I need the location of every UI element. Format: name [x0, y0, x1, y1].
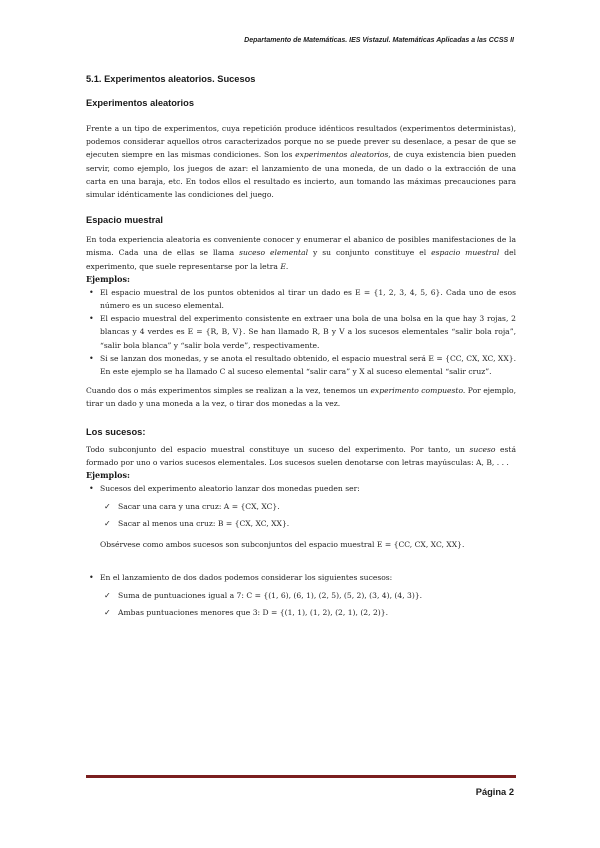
- bullet-dot-icon: •: [89, 314, 94, 324]
- check-mark-icon: ✓: [104, 502, 111, 512]
- list-item: • Sucesos del experimento aleatorio lanzar dos monedas pueden ser:: [86, 482, 516, 495]
- term-suceso-elemental: suceso elemental: [239, 248, 309, 258]
- bullet-dot-icon: •: [89, 484, 94, 494]
- section-title: 5.1. Experimentos aleatorios. Sucesos: [86, 74, 256, 84]
- list-item: • En el lanzamiento de dos dados podemos considerar los siguientes sucesos:: [86, 571, 516, 584]
- bullet-dot-icon: •: [89, 573, 94, 583]
- list-item: ✓ Suma de puntuaciones igual a 7: C = {(1, 6), (6, 1), (2, 5), (5, 2), (3, 4), (4, 3)}.: [100, 587, 516, 604]
- check-mark-icon: ✓: [104, 519, 111, 529]
- check-mark-icon: ✓: [104, 608, 111, 618]
- note-subconjuntos: Obsérvese como ambos sucesos son subconjuntos del espacio muestral E = {CC, CX, XC, XX}.: [100, 540, 465, 550]
- list-item: • El espacio muestral del experimento consistente en extraer una bola de una bolsa en la que hay 3 rojas, 2 blancas y 4 verdes es E = {R, B, V}. Se han llamado R, B y V a los sucesos elementales “salir bola roja”, “salir bola blanca” y “salir bola verde”, respectivamente.: [89, 314, 516, 350]
- page-number: Página 2: [475, 787, 514, 797]
- subsection-title-experimentos: Experimentos aleatorios: [86, 98, 194, 108]
- list-item: ✓ Sacar una cara y una cruz: A = {CX, XC}.: [100, 498, 516, 515]
- paragraph-espacio: En toda experiencia aleatoria es conveniente conocer y enumerar el abanico de posibles manifestaciones de la misma. Cada una de ellas se llama suceso elemental y su conjunto constituye el espacio muestral del experimento, que suele representarse por la letra E.: [86, 235, 517, 271]
- paragraph-experimento-compuesto: Cuando dos o más experimentos simples se realizan a la vez, tenemos un experimento compuesto. Por ejemplo, tirar un dado y una moneda a la vez, o tirar dos monedas a la vez.: [86, 386, 517, 409]
- term-experimento-compuesto: experimento compuesto.: [370, 386, 466, 396]
- paragraph-sucesos: Todo subconjunto del espacio muestral constituye un suceso del experimento. Por tanto, un suceso está formado por uno o varios sucesos elementales. Los sucesos suelen denotarse con letras mayúsculas: A, B, . . .: [86, 444, 517, 467]
- subsection-title-espacio: Espacio muestral: [86, 215, 163, 226]
- list-item: ✓ Sacar al menos una cruz: B = {CX, XC, XX}.: [100, 515, 516, 532]
- examples-label-espacio: Ejemplos:: [86, 273, 130, 284]
- term-experimentos-aleatorios: experimentos aleatorios,: [295, 150, 391, 160]
- bullet-dot-icon: •: [89, 287, 94, 297]
- term-suceso: suceso: [469, 444, 496, 454]
- term-espacio-muestral: espacio muestral: [431, 248, 500, 258]
- bullet-dot-icon: •: [89, 353, 94, 363]
- examples-group-dados: [86, 571, 516, 584]
- subsection-title-sucesos: Los sucesos:: [86, 426, 146, 437]
- examples-group-monedas: [86, 482, 516, 495]
- examples-label-sucesos: Ejemplos:: [86, 470, 130, 481]
- running-header: Departamento de Matemáticas. IES Vistazul. Matemáticas Aplicadas a las CCSS II: [244, 37, 514, 44]
- list-item: ✓ Ambas puntuaciones menores que 3: D = {(1, 1), (1, 2), (2, 1), (2, 2)}.: [100, 604, 516, 621]
- list-item: • Si se lanzan dos monedas, y se anota el resultado obtenido, el espacio muestral será E = {CC, CX, XC, XX}. En este ejemplo se ha llamado C al suceso elemental “salir cara” y X al suceso elemental “salir cruz”.: [89, 353, 516, 377]
- page-content: [86, 70, 516, 621]
- check-mark-icon: ✓: [104, 591, 111, 601]
- footer-rule: [86, 775, 516, 778]
- examples-list-espacio: [86, 286, 516, 378]
- check-list-dados: [86, 587, 516, 621]
- list-item: • El espacio muestral de los puntos obtenidos al tirar un dado es E = {1, 2, 3, 4, 5, 6}. Cada uno de esos número es un suceso elemental.: [89, 287, 516, 311]
- paragraph-experimentos: Frente a un tipo de experimentos, cuya repetición produce idénticos resultados (experimentos deterministas), podemos considerar aquellos otros caracterizados porque no se puede prever su desenlace, a pesar de que se ejecuten siempre en las mismas condiciones. Son los experimentos aleatorios, de cuya existencia bien pueden servir, como ejemplo, los juegos de azar: el lanzamiento de una moneda, de un dado o la extracción de una carta en una baraja, etc. En todos ellos el resultado es incierto, aun tomando las máximas precauciones para simular idénticamente las condiciones del juego.: [86, 124, 516, 200]
- check-list-monedas: [86, 498, 516, 532]
